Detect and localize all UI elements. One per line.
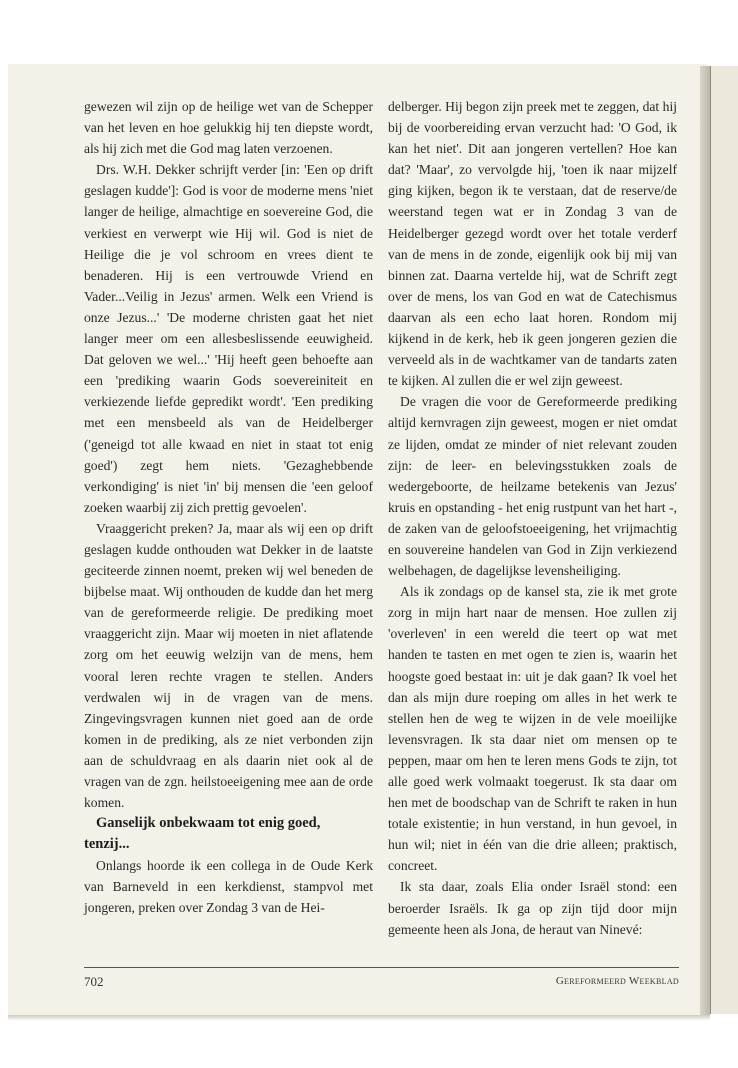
- left-column: [84, 96, 373, 918]
- page-number: 702: [84, 974, 104, 989]
- page-bottom-shadow: [8, 1015, 710, 1021]
- right-column: [388, 96, 677, 940]
- paragraph: delberger. Hij begon zijn preek met te zeggen, dat hij bij de voorbereiding ervan verzucht had: 'O God, ik kan het niet'. Dit aan jongeren vertellen? Hoe kan dat? 'Maar', zo vervolgde hij, 'toen ik naar mijzelf ging kijken, begon ik te verstaan, dat de reserve/de weerstand tegen wat er in Zondag 3 van de Heidelberger gezegd wordt over het totale verderf van de mens in de zonde, eigenlijk ook bij mij van binnen zat. Daarna vertelde hij, wat de Schrift zegt over de mens, los van God en wat de Catechismus daarvan als een echo laat horen. Rondom mij kijkend in de kerk, heb ik geen jongeren gezien die verveeld als in de wachtkamer van de tandarts zaten te kijken. Al zullen die er wel zijn geweest.: [388, 99, 677, 389]
- paragraph: Ik sta daar, zoals Elia onder Israël stond: een beroerder Israëls. Ik ga op zijn tijd door mijn gemeente heen als Jona, de heraut van Ninevé:: [388, 879, 677, 937]
- section-heading: [84, 813, 373, 855]
- journal-name: Gereformeerd Weekblad: [555, 975, 679, 987]
- paragraph: Als ik zondags op de kansel sta, zie ik met grote zorg in mijn hart naar de mensen. Hoe zullen zij 'overleven' in een wereld die teert op wat met handen te tasten en met ogen te zien is, waarin het hoogste goed bestaat in: uit je dak gaan? Ik voel het dan als mijn dure roeping om alles in het werk te stellen hen de weg te wijzen in de vele moeilijke levensvragen. Ik sta daar niet om mensen op te peppen, maar om hen te leren mens Gods te zijn, tot alle goed werk volmaakt toegerust. Ik sta daar om hen met de boodschap van de Schrift te raken in hun totale existentie; in hun verstand, in hun gevoel, in hun wil; niet in één van die drie alleen; praktisch, concreet.: [388, 584, 677, 874]
- section-heading-line: Ganselijk onbekwaam tot enig goed,: [96, 815, 321, 832]
- paragraph: Onlangs hoorde ik een collega in de Oude Kerk van Barneveld in een kerkdienst, stampvol met jongeren, preken over Zondag 3 van de Hei-: [84, 858, 373, 916]
- footer-divider: [84, 967, 679, 968]
- paragraph: gewezen wil zijn op de heilige wet van de Schepper van het leven en hoe gelukkig hij ten diepste wordt, als hij zich met die God mag laten verzoenen.: [84, 99, 373, 157]
- paragraph: De vragen die voor de Gereformeerde prediking altijd kernvragen zijn geweest, mogen er niet omdat ze lijden, omdat ze minder of niet relevant zouden zijn: de leer- en belevingsstukken zoals de wedergeboorte, de heilzame betekenis van Jezus' kruis en opstanding - het enig rustpunt van het hart -, de zaken van de geloofstoeeigening, het vrijmachtig en souvereine handelen van God in Zijn verkiezend welbehagen, de dagelijkse levensheiliging.: [388, 394, 677, 579]
- section-heading-line: tenzij...: [84, 836, 130, 853]
- paragraph: Vraaggericht preken? Ja, maar als wij een op drift geslagen kudde onthouden wat Dekker in de laatste geciteerde zinnen noemt, preken wij wel beneden de bijbelse maat. Wij onthouden de kudde dan het merg van de gereformeerde religie. De prediking moet vraaggericht zijn. Maar wij moeten in niet aflatende zorg om het eeuwig welzijn van de mens, hem vooral leren rechte vragen te stellen. Anders verdwalen wij in de vragen van de mens. Zingevingsvragen kunnen niet goed aan de orde komen in de prediking, als ze niet verbonden zijn aan de schuldvraag en als daarin niet ook al de vragen van de zgn. heilstoeeigening mee aan de orde komen.: [84, 520, 373, 811]
- page-spine-shadow: [700, 66, 710, 1016]
- paragraph: Drs. W.H. Dekker schrijft verder [in: 'Een op drift geslagen kudde']: God is voor de moderne mens 'niet langer de heilige, almachtige en soevereine God, die verkiest en verwerpt wie Hij wil. God is niet de Heilige die je vol schroom en vrees dient te benaderen. Hij is een vertrouwde Vriend en Vader...Veilig in Jezus' armen. Welk een Vriend is onze Jezus...' 'De moderne christen gaat het niet langer meer om een allesbeslissende eeuwigheid. Dat geloven we wel...' 'Hij heeft geen behoefte aan een 'prediking waarin Gods soevereiniteit en verkiezende liefde gepredikt wordt'. 'Een prediking met een mensbeeld als van de Heidelberger ('geneigd tot alle kwaad en niet in staat tot enig goed') zegt hem niets. 'Gezaghebbende verkondiging' is niet 'in' bij mensen die 'een geloof zoeken waarbij zij zich prettig gevoelen'.: [84, 162, 373, 515]
- next-page-edge: [710, 66, 738, 1014]
